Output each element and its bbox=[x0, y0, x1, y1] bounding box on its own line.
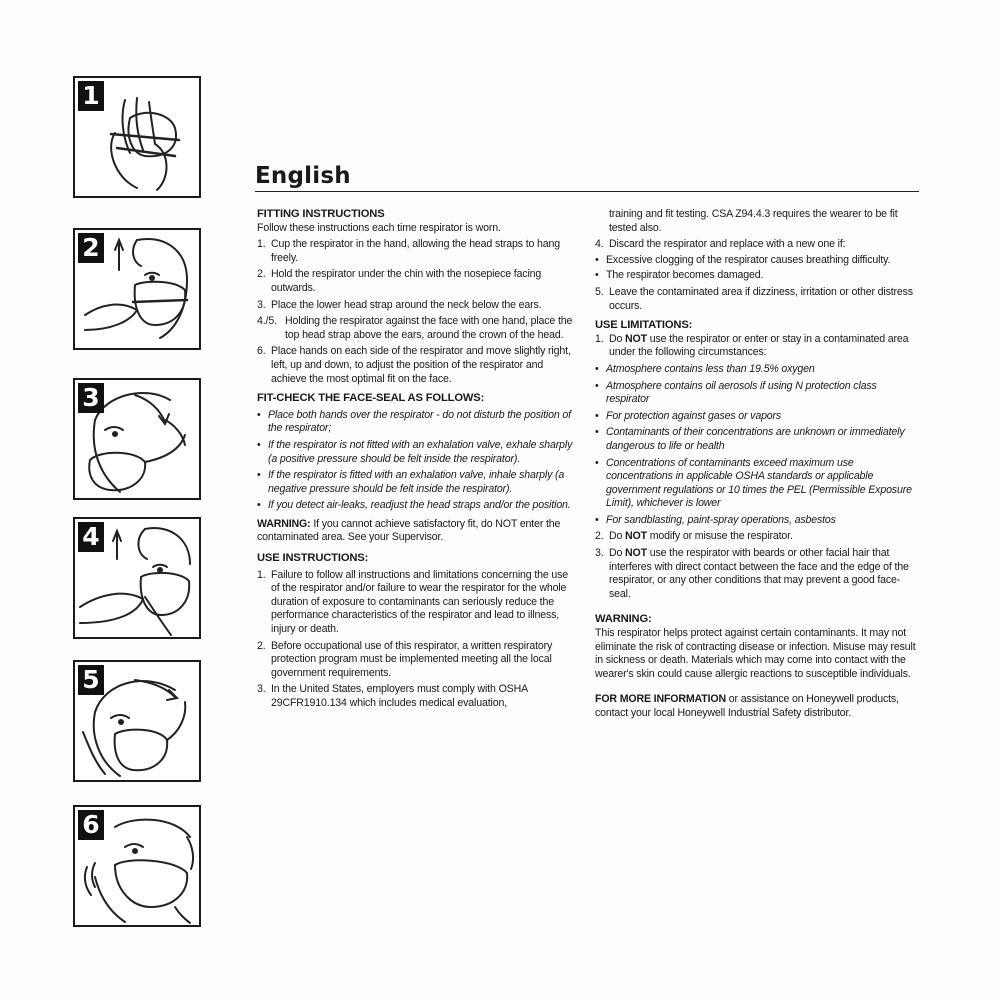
discard-bullet: • Excessive clogging of the respirator causes breathing difficulty. bbox=[595, 254, 919, 268]
fitting-item: 4./5. Holding the respirator against the face with one hand, place the top head strap above the ears, around the crown of the head. bbox=[257, 315, 573, 341]
warning-fit: WARNING: If you cannot achieve satisfactory fit, do NOT enter the contaminated area. See your Supervisor. bbox=[257, 517, 561, 544]
fitcheck-heading: FIT-CHECK THE FACE-SEAL AS FOLLOWS: bbox=[257, 392, 485, 405]
fitcheck-item: • Place both hands over the respirator - do not disturb the position of the respirator; bbox=[257, 409, 575, 436]
limitation-item: 1. Do NOT use the respirator or enter or stay in a contaminated area under the following circumstances: bbox=[595, 332, 909, 359]
limitation-bullet: • For sandblasting, paint-spray operations, asbestos bbox=[595, 514, 919, 528]
warning-heading: WARNING: bbox=[595, 613, 652, 626]
fitting-item: 2. Hold the respirator under the chin with the nosepiece facing outwards. bbox=[257, 268, 542, 294]
use-item: 3. In the United States, employers must comply with OSHA 29CFR1910.134 which includes medical evaluation, bbox=[257, 683, 528, 709]
step-number: 1 bbox=[78, 81, 104, 111]
limitation-bullet: • Concentrations of contaminants exceed maximum use concentrations in applicable OSHA standards or applicable government regulations or 10 times the PEL (Permissible Exposure Limit), whichever is lower bbox=[595, 457, 919, 511]
discard-bullet: • The respirator becomes damaged. bbox=[595, 269, 919, 283]
step-panel-3 bbox=[73, 378, 201, 500]
limitation-bullet: • Atmosphere contains less than 19.5% oxygen bbox=[595, 363, 919, 377]
limitation-item: 3. Do NOT use the respirator with beards or other facial hair that interferes with direct contact between the face and the edge of the respirator, or any other conditions that may prevent a good face-seal. bbox=[595, 547, 909, 600]
fitcheck-item: • If the respirator is not fitted with an exhalation valve, exhale sharply (a positive pressure should be felt inside the respirator). bbox=[257, 439, 575, 466]
fitcheck-item: • If the respirator is fitted with an exhalation valve, inhale sharply (a negative pressure should be felt inside the respirator). bbox=[257, 469, 575, 496]
fitting-item: 3. Place the lower head strap around the neck below the ears. bbox=[257, 298, 542, 311]
use-heading: USE INSTRUCTIONS: bbox=[257, 552, 369, 565]
use-item: 5. Leave the contaminated area if dizziness, irritation or other distress occurs. bbox=[595, 285, 913, 312]
step-number: 4 bbox=[78, 522, 104, 552]
step-panel-4 bbox=[73, 517, 201, 639]
step-number: 5 bbox=[78, 665, 104, 695]
fitting-item: 6. Place hands on each side of the respirator and move slightly right, left, up and down, to adjust the position of the respirator and achieve the most optimal fit on the face. bbox=[257, 345, 571, 385]
step-number: 2 bbox=[78, 233, 104, 263]
limitation-bullet: • Atmosphere contains oil aerosols if using N protection class respirator bbox=[595, 380, 919, 407]
step-panel-5 bbox=[73, 660, 201, 782]
step-panel-2 bbox=[73, 228, 201, 350]
use-item-continued: training and fit testing. CSA Z94.4.3 requires the wearer to be fit tested also. bbox=[609, 208, 898, 234]
step-panel-6 bbox=[73, 805, 201, 927]
step-number: 3 bbox=[78, 383, 104, 413]
column-right bbox=[595, 208, 919, 721]
step-number: 6 bbox=[78, 810, 104, 840]
limitation-bullet: • Contaminants of their concentrations are unknown or immediately dangerous to life or health bbox=[595, 426, 919, 453]
column-left bbox=[257, 208, 575, 711]
fitting-item: 1. Cup the respirator in the hand, allowing the head straps to hang freely. bbox=[257, 238, 560, 264]
fitcheck-item: • If you detect air-leaks, readjust the head straps and/or the position. bbox=[257, 499, 575, 513]
title-divider bbox=[255, 191, 919, 192]
use-item: 2. Before occupational use of this respirator, a written respiratory protection program must be implemented meeting all the local government requirements. bbox=[257, 639, 553, 679]
step-panel-1 bbox=[73, 76, 201, 198]
use-item: 1. Failure to follow all instructions and limitations concerning the use of the respirator and/or failure to wear the respirator for the whole duration of exposure to contaminants can seriously reduce the performance characteristics of the respirator and lead to illness, injury or death. bbox=[257, 568, 569, 636]
limitations-heading: USE LIMITATIONS: bbox=[595, 319, 693, 332]
use-item: 4. Discard the respirator and replace with a new one if: bbox=[595, 238, 846, 251]
limitation-item: 2. Do NOT modify or misuse the respirator. bbox=[595, 530, 793, 543]
warning-text: This respirator helps protect against certain contaminants. It may not eliminate the risk of contracting disease or infection. Misuse may result in sickness or death. Materials which may come into contact with the wearer's skin could cause allergic reactions to susceptible individuals. bbox=[595, 627, 916, 680]
fitting-heading: FITTING INSTRUCTIONS bbox=[257, 208, 385, 220]
page-title: English bbox=[255, 163, 351, 189]
fitting-intro: Follow these instructions each time respirator is worn. bbox=[257, 221, 501, 234]
limitation-bullet: • For protection against gases or vapors bbox=[595, 410, 919, 424]
more-info: FOR MORE INFORMATION or assistance on Honeywell products, contact your local Honeywell Industrial Safety distributor. bbox=[595, 693, 899, 719]
